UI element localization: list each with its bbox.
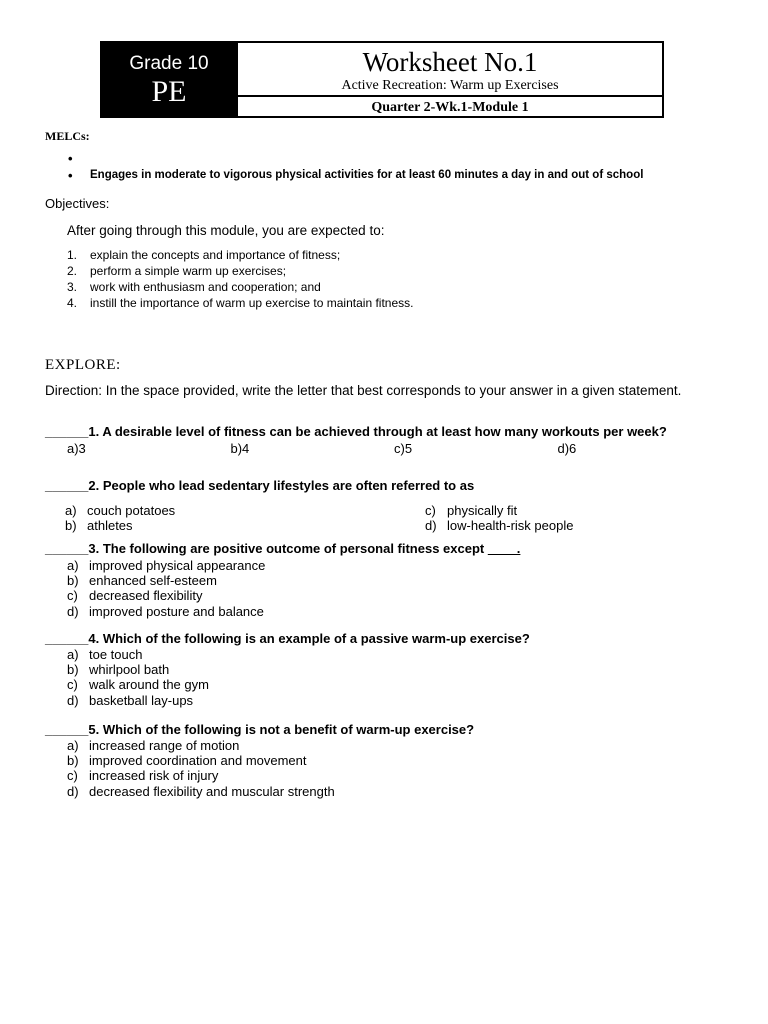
- melcs-item: • Engages in moderate to vigorous physical activities for at least 60 minutes a day in and out of school: [68, 167, 643, 184]
- option: b) enhanced self-esteem: [67, 573, 217, 589]
- option: d) basketball lay-ups: [67, 692, 194, 708]
- option: a) toe touch: [67, 647, 143, 662]
- objective-item: 1. explain the concepts and importance of fitness;: [67, 248, 341, 262]
- question-3: [45, 542, 721, 619]
- option: b)4: [230, 441, 250, 456]
- option: c) increased risk of injury: [67, 768, 219, 784]
- question-stem: ______4. Which of the following is an example of a passive warm-up exercise?: [45, 631, 530, 646]
- melcs-list: [68, 150, 643, 184]
- option: a)3: [67, 441, 86, 456]
- grade-label: Grade 10: [129, 53, 209, 74]
- melcs-item: [68, 150, 643, 167]
- answer-blank: ____.: [487, 541, 521, 556]
- question-1: [45, 425, 721, 456]
- option: d)6: [557, 441, 577, 456]
- option: a) couch potatoes: [65, 503, 176, 518]
- option: d) decreased flexibility and muscular strength: [67, 783, 335, 799]
- options-row: [67, 441, 721, 456]
- option: a) improved physical appearance: [67, 558, 266, 573]
- objective-item: 4. instill the importance of warm up exercise to maintain fitness.: [67, 296, 414, 310]
- option: c) decreased flexibility: [67, 588, 203, 604]
- worksheet-title: Worksheet No.1: [362, 47, 538, 77]
- option: d) improved posture and balance: [67, 603, 264, 619]
- title-box: [238, 43, 662, 116]
- option: b) whirlpool bath: [67, 662, 170, 678]
- question-4: [45, 632, 721, 708]
- options-grid: [45, 503, 721, 533]
- option: d) low-health-risk people: [425, 518, 574, 533]
- option: c) walk around the gym: [67, 677, 209, 693]
- objective-item: 3. work with enthusiasm and cooperation; and: [67, 280, 321, 294]
- question-stem: ______3. The following are positive outcome of personal fitness except ____.: [45, 541, 521, 556]
- objectives-list: [67, 247, 413, 311]
- melcs-label: MELCs:: [45, 129, 90, 143]
- explore-heading: EXPLORE:: [45, 357, 121, 373]
- question-stem: ______5. Which of the following is not a benefit of warm-up exercise?: [45, 722, 475, 737]
- subject-label: PE: [151, 75, 187, 108]
- option: c) physically fit: [425, 503, 518, 518]
- worksheet-header: [100, 41, 664, 118]
- option: c)5: [394, 441, 413, 456]
- direction-text: Direction: In the space provided, write the letter that best corresponds to your answer in a given statement.: [45, 383, 682, 398]
- worksheet-subtitle: Active Recreation: Warm up Exercises: [341, 78, 559, 93]
- grade-box: [102, 43, 238, 116]
- question-2: [45, 479, 721, 533]
- option: b) improved coordination and movement: [67, 753, 307, 769]
- question-stem: ______1. A desirable level of fitness can be achieved through at least how many workouts per week?: [45, 424, 667, 439]
- objectives-intro: After going through this module, you are expected to:: [67, 223, 385, 238]
- option: b) athletes: [65, 518, 133, 533]
- objectives-label: Objectives:: [45, 196, 110, 211]
- question-stem: ______2. People who lead sedentary lifestyles are often referred to as: [45, 478, 475, 493]
- objective-item: 2. perform a simple warm up exercises;: [67, 264, 287, 278]
- question-5: [45, 723, 721, 799]
- title-top: [238, 43, 662, 97]
- option: a) increased range of motion: [67, 738, 240, 753]
- quarter-label: Quarter 2-Wk.1-Module 1: [371, 100, 529, 115]
